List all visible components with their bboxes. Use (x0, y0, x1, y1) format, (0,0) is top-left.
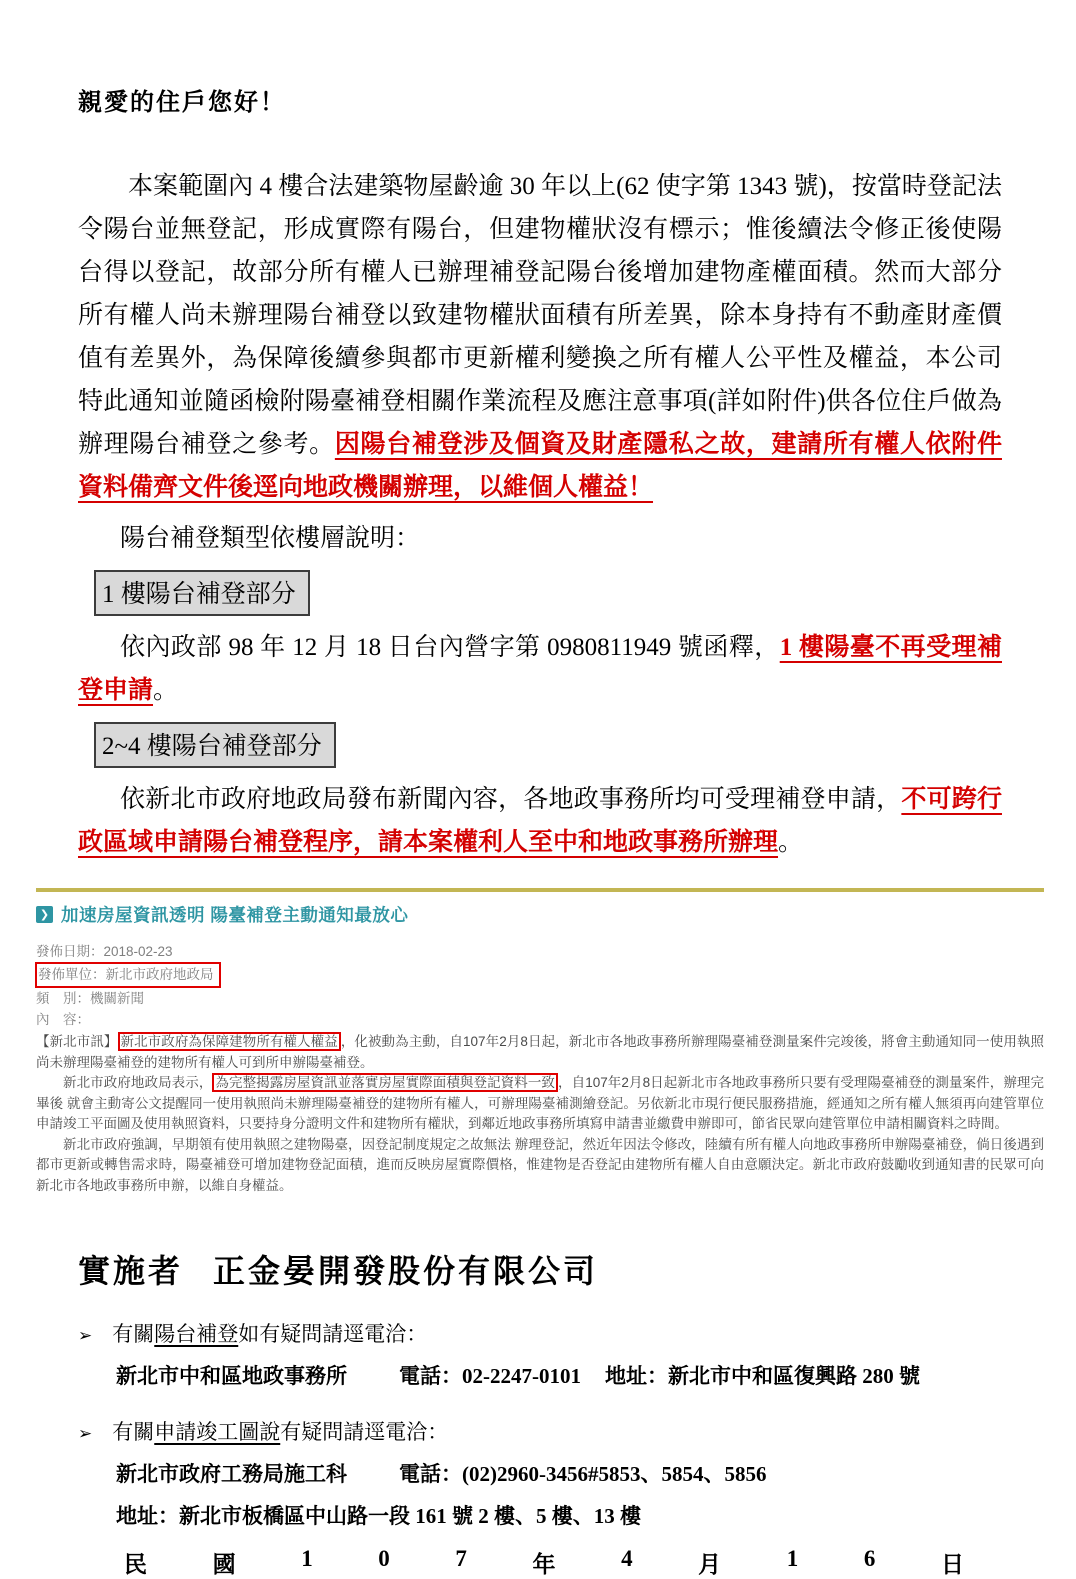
contact2-heading-post: 有疑問請逕電洽： (280, 1420, 449, 1444)
intro-text: 本案範圍內 4 樓合法建築物屋齡逾 30 年以上(62 使字第 1343 號)，按當時登記法令陽台並無登記，形成實際有陽台，但建物權狀沒有標示；惟後續法令修正後使陽台得以登記，故部分所有權人已辦理補登記陽台後增加建物產權面積。然而大部分所有權人尚未辦理陽台補登以致建物權狀面積有所差異，除本身持有不動產財產價值有差異外，為保障後續參與都市更新權利變換之所有權人公平性及權益，本公司特此通知並隨函檢附陽臺補登相關作業流程及應注意事項(詳如附件)供各位住戶做為辦理陽台補登之參考。 (78, 173, 1002, 458)
contact2-heading-underlined: 申請竣工圖說 (154, 1420, 281, 1444)
contact1-heading-pre: 有關 (112, 1322, 155, 1346)
news-p1-pre: 【新北市訊】 (36, 1034, 118, 1049)
meta-content-label-text: 內 容： (36, 1012, 90, 1027)
floor1-text: 依內政部 98 年 12 月 18 日台內營字第 0980811949 號函釋， (120, 634, 780, 661)
meta-publish-unit-label: 發佈單位： (38, 967, 106, 982)
contact1-office: 新北市中和區地政事務所 (116, 1364, 347, 1388)
contact2-heading-pre: 有關 (112, 1420, 155, 1444)
meta-category-value: 機關新聞 (90, 991, 144, 1006)
contact1-heading-post: 如有疑問請逕電洽： (238, 1322, 428, 1346)
floor2to4-text: 依新北市政府地政局發布新聞內容，各地政事務所均可受理補登申請， (120, 786, 902, 813)
news-meta (36, 941, 1044, 1030)
contact1-heading-underlined: 陽台補登 (154, 1322, 239, 1346)
meta-publish-unit (36, 962, 1044, 988)
news-paragraph-2 (36, 1073, 1044, 1135)
greeting-heading: 親愛的住戶您好！ (78, 90, 286, 116)
floor1-section-label: 1 樓陽台補登部分 (94, 570, 310, 616)
news-p2-post: ，自107年2月8日起新北市各地政事務所只要有受理陽臺補登的測量案件，辦理完畢後 就會主動寄公文提醒同一使用執照尚未辦理陽臺補登的建物所有權人，可辦理陽臺補測繪登記。另依新北市現行便民服務措施，經通知之所有權人無須再向建管單位申請竣工平面圖及使用執照資料，只要持身分證明文件和建物所有權狀，到鄰近地政事務所填寫申請書並繳費申辦即可，節省民眾向建管單位申請相關資料之時間。 (36, 1075, 1045, 1131)
contact2-info-line (116, 1458, 1076, 1488)
implementer-label: 實施者 (78, 1253, 184, 1289)
date-token: 1 (301, 1546, 313, 1571)
floor2to4-section-label: 2~4 樓陽台補登部分 (94, 722, 336, 768)
contact-block-completion-plan (78, 1416, 1076, 1530)
floor2to4-period: 。 (778, 829, 804, 856)
meta-category-label: 頻 別： (36, 991, 90, 1006)
contact-heading-balcony (78, 1318, 1076, 1348)
publish-unit-redbox (35, 962, 221, 988)
contact1-phone-label: 電話： (399, 1364, 462, 1388)
meta-publish-date-label: 發佈日期： (36, 944, 104, 959)
contact-heading-text (112, 1416, 448, 1446)
news-section (36, 888, 1044, 1196)
contact-heading-text (112, 1318, 427, 1348)
meta-publish-unit-value: 新北市政府地政局 (105, 967, 214, 982)
date-token: 國 (212, 1552, 236, 1577)
news-body (36, 1032, 1044, 1196)
floor1-red-text: 1 樓陽臺不再受理補登申請 (78, 634, 1002, 704)
contact2-addr-label: 地址： (116, 1504, 179, 1528)
date-token: 月 (698, 1552, 722, 1577)
contact2-office: 新北市政府工務局施工科 (116, 1462, 347, 1486)
date-token: 6 (863, 1546, 876, 1571)
news-p1-post: ，化被動為主動，自107年2月8日起，新北市各地政事務所辦理陽臺補登測量案件完竣後，將會主動通知同一使用執照尚未辦理陽臺補登的建物所有權人可到所申辦陽臺補登。 (36, 1034, 1045, 1070)
arrow-bullet-icon: ➢ (78, 1326, 93, 1345)
privacy-warning-text: 因陽台補登涉及個資及財產隱私之故，建請所有權人依附件資料備齊文件後逕向地政機關辦理，以維個人權益！ (78, 431, 1002, 501)
contact2-address-line (116, 1500, 1076, 1530)
contact1-addr: 新北市中和區復興路 280 號 (668, 1364, 920, 1388)
floor1-paragraph (78, 626, 1002, 712)
date-token: 民 (124, 1552, 147, 1577)
floor2to4-red-text: 不可跨行政區域申請陽台補登程序，請本案權利人至中和地政事務所辦理 (78, 786, 1002, 856)
contact2-phone-label: 電話： (399, 1462, 462, 1486)
arrow-bullet-icon: ➢ (78, 1424, 93, 1443)
date-token: 1 (786, 1546, 799, 1571)
contact2-phone: (02)2960-3456#5853、5854、5856 (462, 1462, 767, 1486)
date-token: 7 (455, 1546, 467, 1571)
date-token: 4 (621, 1546, 633, 1571)
implementer-heading (78, 1246, 1076, 1292)
news-paragraph-3: 新北市政府強調，早期領有使用執照之建物陽臺，因登記制度規定之故無法 辦理登記，然近年因法令修改，陸續有所有權人向地政事務所申辦陽臺補登，倘日後遇到都市更新或轉售需求時，陽臺補登可增加建物登記面積，進而反映房屋實際價格，惟建物是否登記由建物所有權人自由意願決定。新北市政府鼓勵收到通知書的民眾可向新北市各地政事務所申辦，以維自身權益。 (36, 1136, 1044, 1193)
contact2-addr: 新北市板橋區中山路一段 161 號 2 樓、5 樓、13 樓 (179, 1504, 641, 1528)
meta-publish-date-value: 2018-02-23 (103, 944, 173, 959)
date-line (124, 1546, 964, 1579)
news-paragraph-1 (36, 1032, 1044, 1073)
news-p1-highlight-redbox: 新北市政府為保障建物所有權人權益 (118, 1032, 341, 1051)
floor1-period: 。 (153, 677, 179, 704)
meta-publish-date (36, 941, 1044, 962)
floor2to4-paragraph (78, 778, 1002, 864)
news-title: 加速房屋資訊透明 陽臺補登主動通知最放心 (61, 905, 409, 925)
news-title-row (36, 902, 1044, 927)
implementer-company: 正金晏開發股份有限公司 (213, 1253, 599, 1289)
date-token: 0 (378, 1546, 390, 1571)
news-p2-highlight-redbox: 為完整揭露房屋資訊並落實房屋實際面積與登記資料一致 (212, 1073, 558, 1092)
date-token: 日 (940, 1552, 964, 1577)
contact-block-balcony (78, 1318, 1076, 1390)
date-token: 年 (532, 1552, 556, 1577)
contact1-phone: 02-2247-0101 (462, 1364, 581, 1388)
contact1-addr-label: 地址： (605, 1364, 668, 1388)
contact-heading-completion-plan (78, 1416, 1076, 1446)
type-heading: 陽台補登類型依樓層說明： (120, 525, 421, 552)
chevron-right-icon: ❯ (36, 906, 53, 923)
meta-content-label (36, 1009, 1044, 1030)
meta-category (36, 988, 1044, 1009)
intro-paragraph (78, 165, 1002, 509)
contact1-info-line (116, 1360, 1076, 1390)
news-p2-pre: 新北市政府地政局表示， (63, 1075, 213, 1090)
